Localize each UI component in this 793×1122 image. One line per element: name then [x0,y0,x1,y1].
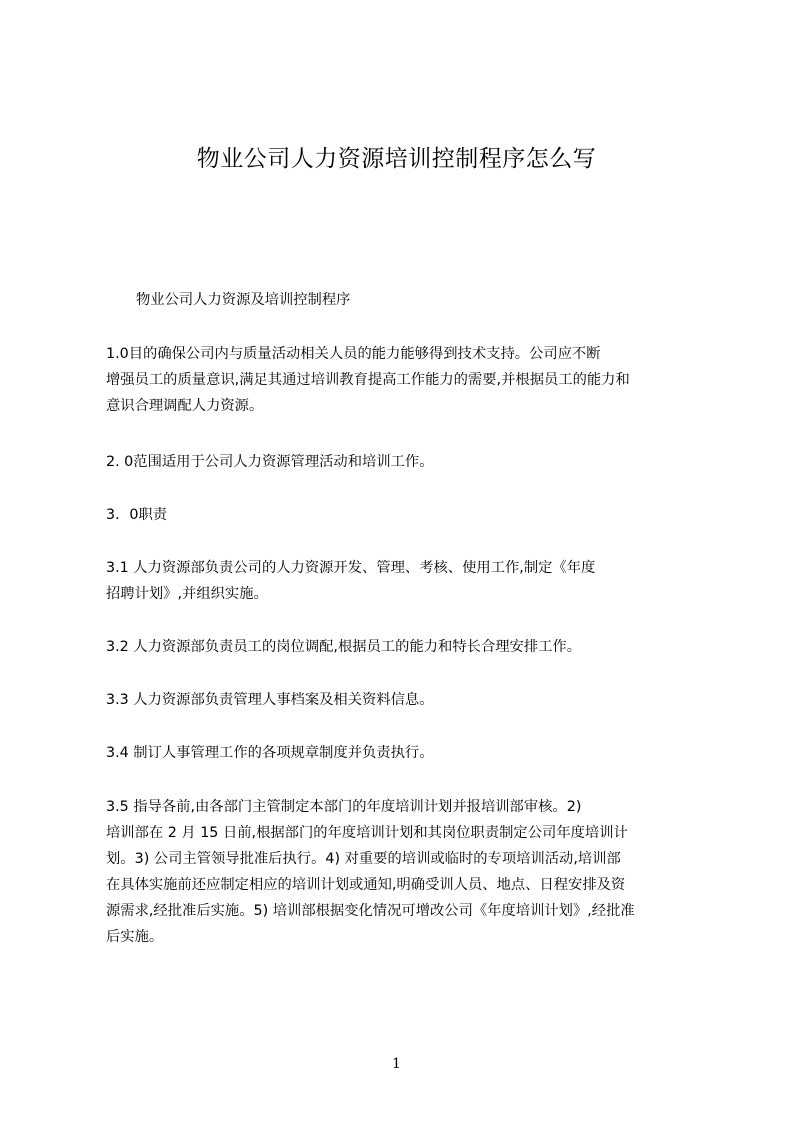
section-3-4-paragraph [106,740,699,766]
section-3-2-line-1: 3.2 人力资源部负责员工的岗位调配,根据员工的能力和特长合理安排工作。 [106,639,582,655]
section-3-1-line-1: 3.1 人力资源部负责公司的人力资源开发、管理、考核、使用工作,制定《年度 [106,560,596,576]
section-1-0-line-1: 1.0目的确保公司内与质量活动相关人员的能力能够得到技术支持。公司应不断 [106,346,601,362]
section-1-0-paragraph [106,341,699,419]
subtitle-paragraph [106,287,699,313]
section-3-5-line-2: 培训部在 2 月 15 日前,根据部门的年度培训计划和其岗位职责制定公司年度培训计 [106,825,628,841]
section-3-3-line-1: 3.3 人力资源部负责管理人事档案及相关资料信息。 [106,692,434,708]
section-1-0-line-3: 意识合理调配人力资源。 [106,398,264,414]
section-3-4-line-1: 3.4 制订人事管理工作的各项规章制度并负责执行。 [106,745,434,761]
section-3-1-line-2: 招聘计划》,并组织实施。 [106,586,268,602]
section-1-0-line-2: 增强员工的质量意识,满足其通过培训教育提高工作能力的需要,并根据员工的能力和 [106,372,630,388]
section-3-5-line-3: 划。3) 公司主管领导批准后执行。4) 对重要的培训或临时的专项培训活动,培训部 [106,851,621,867]
section-3-3-paragraph [106,687,699,713]
section-3-0-line-1: 3．0职责 [106,507,168,523]
section-3-5-line-5: 源需求,经批准后实施。5) 培训部根据变化情况可增改公司《年度培训计划》,经批准 [106,903,635,919]
section-3-1-paragraph [106,555,699,607]
page-number: 1 [392,1056,401,1072]
section-3-5-paragraph [106,794,699,950]
section-2-0-line-1: 2. 0范围适用于公司人力资源管理活动和培训工作。 [106,454,434,470]
section-3-5-line-4: 在具体实施前还应制定相应的培训计划或通知,明确受训人员、地点、日程安排及资 [106,877,626,893]
document-title: 物业公司人力资源培训控制程序怎么写 [196,146,597,172]
section-3-0-paragraph [106,502,699,528]
section-3-5-line-1: 3.5 指导各前,由各部门主管制定本部门的年度培训计划并报培训部审核。2) [106,799,582,815]
section-3-2-paragraph [106,634,699,660]
subtitle-line: 物业公司人力资源及培训控制程序 [136,292,351,308]
section-3-5-line-6: 后实施。 [106,929,164,945]
section-2-0-paragraph [106,449,699,475]
